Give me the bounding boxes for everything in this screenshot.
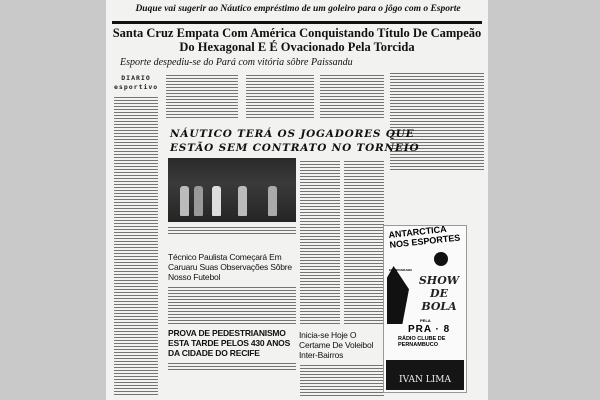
photo-caption: [168, 226, 296, 234]
player-silhouette: [387, 266, 409, 324]
inicia-headline: Inicia-se Hoje O Certame De Voleibol Inter-Bairros: [299, 330, 374, 360]
ad-host: IVAN LIMA: [386, 360, 464, 390]
top-headline: Duque vai sugerir ao Náutico empréstimo de um goleiro para o jôgo com o Esporte: [135, 4, 461, 14]
text-block: [168, 286, 296, 324]
prova-headline: [168, 328, 296, 358]
ad-brand: ANTARCTICA NOS ESPORTES: [388, 223, 461, 250]
text-block: [246, 74, 314, 120]
text-block: [300, 364, 384, 398]
text-block: [166, 74, 238, 120]
divider: [112, 21, 482, 24]
sub-headline: Esporte despediu-se do Pará com vitória sôbre Paissandu: [120, 57, 353, 68]
column-text: [114, 96, 158, 396]
ball-icon: [434, 252, 448, 266]
ad-em: EM PROGRAMA: [389, 268, 413, 272]
column-title-line2: esportivo: [114, 83, 159, 91]
main-headline: Santa Cruz Empata Com América Conquistando Título De Campeão Do Hexagonal E É Ovacionado Pela Torcida: [112, 26, 482, 54]
ad-show: SHOW DE BOLA: [418, 274, 460, 313]
ad-pela: PELA: [420, 318, 431, 323]
newspaper-page: [106, 0, 488, 400]
ad-station: PRA · 8: [408, 324, 451, 335]
prova-text: PROVA DE PEDESTRIANISMO ESTA TARDE PELOS 430 ANOS DA CIDADE DO RECIFE: [168, 328, 291, 358]
nautico-headline: NÁUTICO TERÁ OS JOGADORES QUE ESTÃO SEM CONTRATO NO TORNEIO: [170, 128, 420, 154]
lower-left-column: [168, 252, 296, 372]
text-block: [320, 74, 384, 120]
tecnico-headline: Técnico Paulista Começará Em Caruaru Suas Observações Sôbre Nosso Futebol: [168, 252, 292, 282]
ad-radio: RÁDIO CLUBE DE PERNAMBUCO: [398, 336, 446, 348]
football-photo: [168, 158, 296, 222]
text-block: [344, 160, 384, 326]
text-block: [168, 362, 296, 372]
text-block: [300, 160, 340, 326]
column-title-line1: DIARIO: [121, 74, 151, 82]
column-title: [114, 74, 158, 92]
text-block: [390, 72, 484, 170]
antarctica-advertisement: [383, 225, 467, 393]
